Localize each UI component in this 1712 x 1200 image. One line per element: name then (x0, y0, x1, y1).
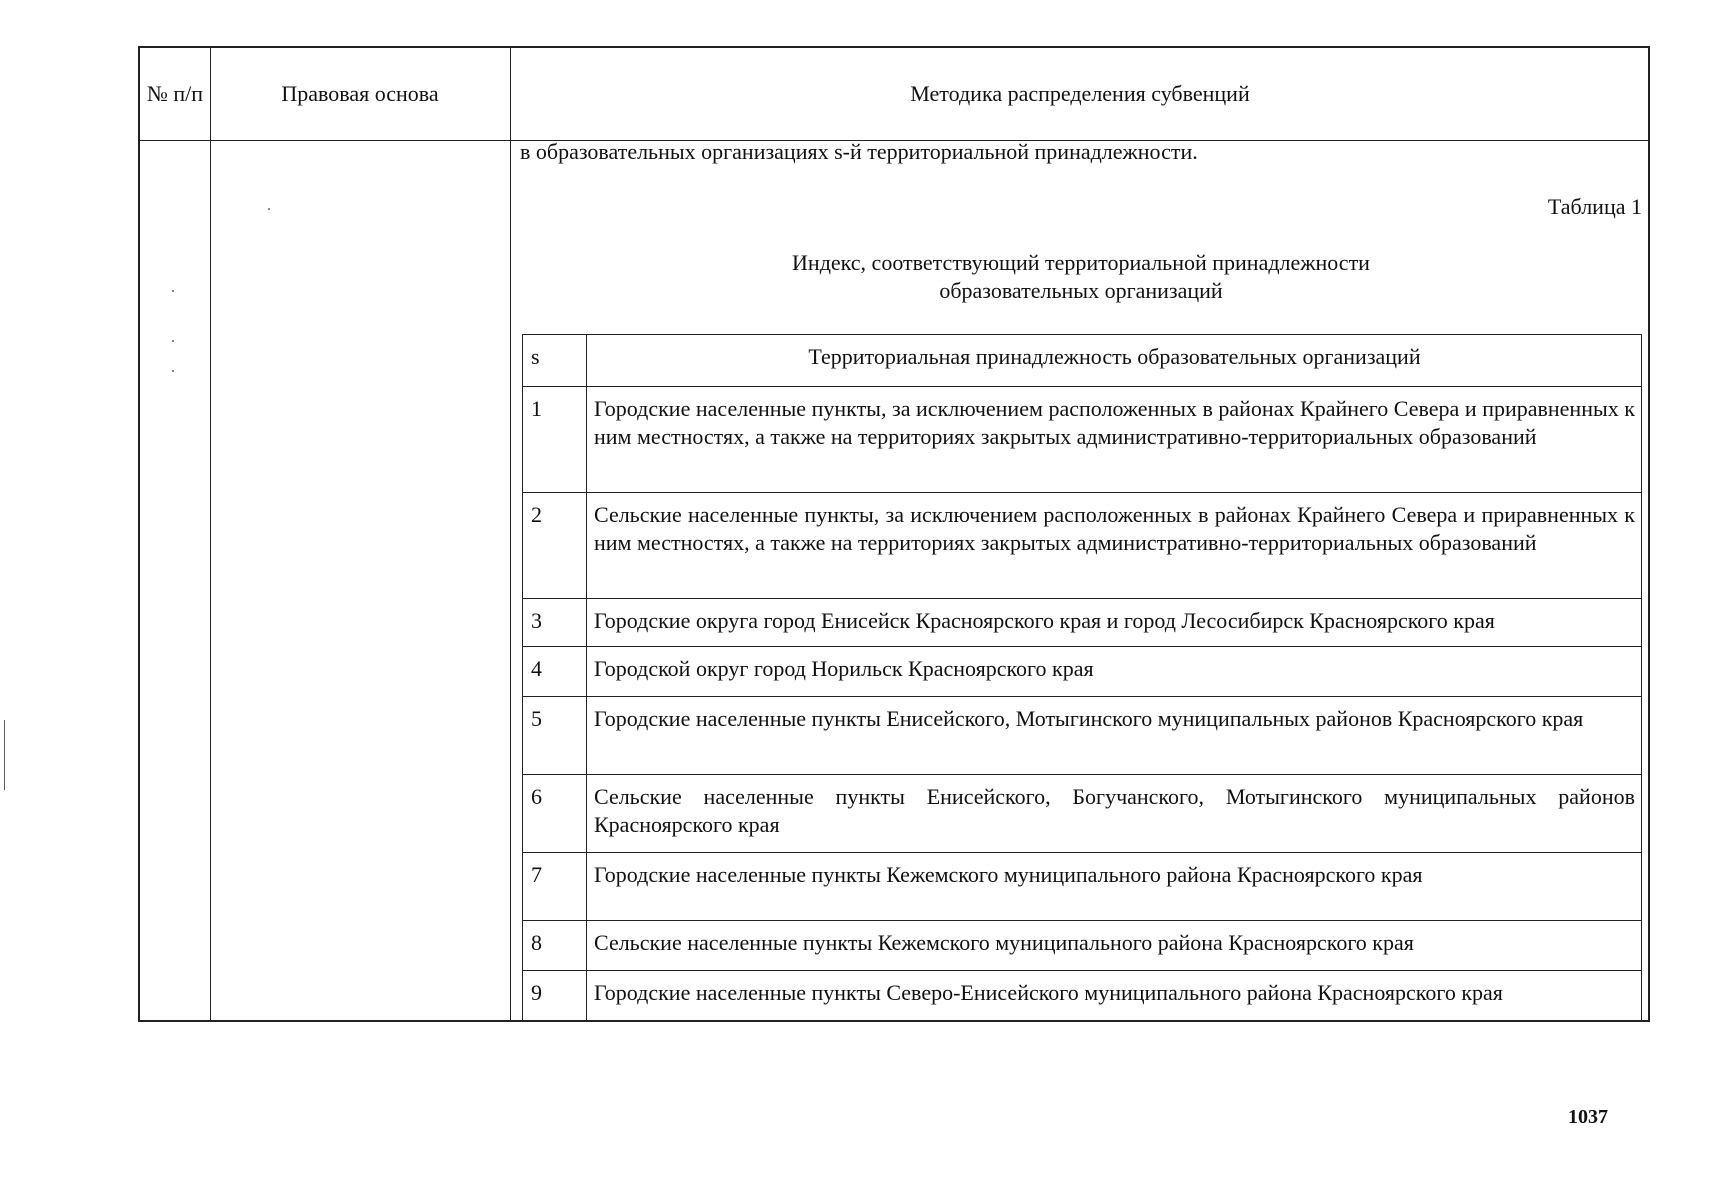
header-col-basis (210, 48, 510, 140)
row-s: 7 (523, 853, 587, 920)
table-row (523, 853, 1641, 921)
row-territory: Сельские населенные пункты Енисейского, Богучанского, Мотыгинского муниципальных районов Красноярского края (594, 784, 1635, 837)
row-s: 3 (523, 599, 587, 646)
row-territory: Городские населенные пункты Северо-Енисейского муниципального района Красноярского края (594, 980, 1503, 1005)
intro-text: в образовательных организациях s-й территориальной принадлежности. (520, 139, 1198, 164)
territory-table (522, 334, 1642, 1022)
scan-speck (268, 208, 270, 210)
table-row (523, 647, 1641, 697)
territory-table-header (523, 335, 1641, 387)
scan-speck (172, 370, 174, 372)
column-divider-2 (510, 48, 511, 1020)
col-s-header: s (523, 335, 587, 386)
col-territory-header: Территориальная принадлежность образовательных организаций (808, 344, 1421, 369)
table-row (523, 493, 1641, 599)
row-s: 6 (523, 775, 587, 852)
table-row (523, 387, 1641, 493)
header-col-number (140, 48, 210, 140)
row-territory: Сельские населенные пункты Кежемского муниципального района Красноярского края (594, 930, 1414, 955)
row-s: 5 (523, 697, 587, 774)
header-col-method-label: Методика распределения субвенций (910, 81, 1250, 106)
column-divider-1 (210, 48, 211, 1020)
row-s: 9 (523, 971, 587, 1021)
row-s: 2 (523, 493, 587, 598)
row-s: 8 (523, 921, 587, 970)
header-col-number-label: № п/п (146, 81, 204, 106)
header-col-basis-label: Правовая основа (281, 81, 439, 106)
table-title-line-1: Индекс, соответствующий территориальной принадлежности (792, 250, 1370, 275)
table-row (523, 971, 1641, 1021)
row-territory: Городские округа город Енисейск Красноярского края и город Лесосибирск Красноярского края (594, 608, 1495, 633)
table-row (523, 599, 1641, 647)
table-label: Таблица 1 (1547, 194, 1642, 219)
table-row (523, 697, 1641, 775)
scan-speck (172, 290, 174, 292)
header-col-method (510, 48, 1650, 140)
row-territory: Городские населенные пункты Кежемского муниципального района Красноярского края (594, 862, 1423, 887)
table-title-line-2: образовательных организаций (939, 278, 1223, 303)
scan-speck (172, 340, 174, 342)
row-territory: Городские населенные пункты, за исключением расположенных в районах Крайнего Севера и приравненных к ним местностях, а также на территориях закрытых административно-территориальных образований (594, 396, 1635, 449)
page-number: 1037 (1568, 1106, 1608, 1128)
scan-margin-mark (4, 720, 5, 790)
table-row (523, 921, 1641, 971)
table-row (523, 775, 1641, 853)
row-territory: Сельские населенные пункты, за исключением расположенных в районах Крайнего Севера и приравненных к ним местностях, а также на территориях закрытых административно-территориальных образований (594, 502, 1635, 555)
row-territory: Городской округ город Норильск Красноярского края (594, 656, 1094, 681)
row-s: 1 (523, 387, 587, 492)
row-s: 4 (523, 647, 587, 696)
row-territory: Городские населенные пункты Енисейского, Мотыгинского муниципальных районов Красноярского края (594, 706, 1584, 731)
